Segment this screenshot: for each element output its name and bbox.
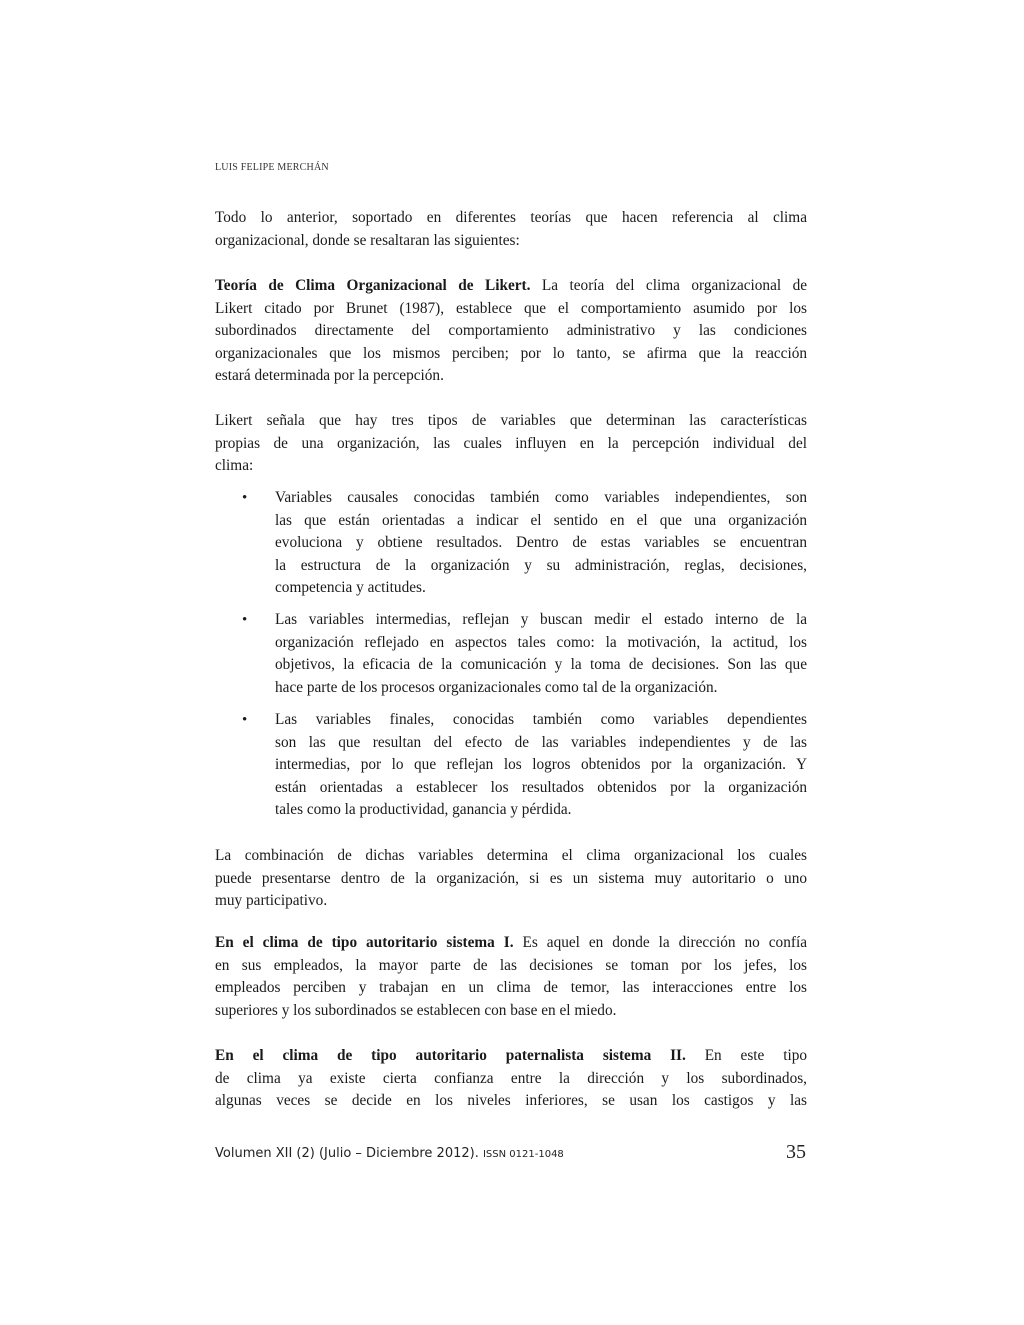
text-line: propias de una organización, las cuales influyen en la percepción individual del bbox=[215, 434, 807, 452]
paragraph bbox=[215, 845, 807, 913]
text-line bbox=[215, 275, 807, 298]
text-line: superiores y los subordinados se establecen con base en el miedo. bbox=[215, 1001, 617, 1019]
text-line: organizacional, donde se resaltaran las siguientes: bbox=[215, 231, 520, 249]
text-line: clima: bbox=[215, 457, 254, 474]
paragraph bbox=[215, 275, 807, 388]
paragraph bbox=[215, 410, 807, 478]
footer-journal: Volumen XII (2) (Julio – Diciembre 2012). bbox=[215, 1146, 479, 1161]
bullet-item bbox=[275, 609, 807, 699]
text-line: en sus empleados, la mayor parte de las decisiones se toman por los jefes, los bbox=[215, 956, 807, 974]
text-line: organizacionales que los mismos perciben; por lo tanto, se afirma que la reacción bbox=[215, 344, 807, 362]
paragraph bbox=[215, 932, 807, 1022]
text-line: puede presentarse dentro de la organización, si es un sistema muy autoritario o uno bbox=[215, 869, 807, 887]
paragraph bbox=[215, 1045, 807, 1113]
text-line: de clima ya existe cierta confianza entre la dirección y los subordinados, bbox=[215, 1069, 807, 1087]
footer-citation bbox=[215, 1146, 564, 1161]
text-line: estará determinada por la percepción. bbox=[215, 367, 444, 384]
bullet-icon: • bbox=[242, 712, 248, 728]
text-run: En este tipo bbox=[685, 1047, 808, 1064]
bullet-icon: • bbox=[242, 612, 248, 628]
running-header-author: LUIS FELIPE MERCHÁN bbox=[215, 162, 329, 173]
text-line: algunas veces se decide en los niveles inferiores, se usan los castigos y las bbox=[215, 1092, 807, 1109]
text-line: son las que resultan del efecto de las variables independientes y de las bbox=[275, 733, 807, 751]
text-run: La teoría del clima organizacional de bbox=[530, 277, 808, 294]
bold-heading: En el clima de tipo autoritario paternalista sistema II. bbox=[215, 1047, 686, 1064]
text-line: empleados perciben y trabajan en un clima de temor, las interacciones entre los bbox=[215, 979, 807, 996]
text-line: intermedias, por lo que reflejan los logros obtenidos por la organización. Y bbox=[275, 756, 807, 773]
bold-heading: En el clima de tipo autoritario sistema I. bbox=[215, 934, 514, 951]
bullet-icon: • bbox=[242, 490, 248, 506]
text-line: Likert citado por Brunet (1987), establece que el comportamiento asumido por los bbox=[215, 299, 807, 317]
text-line: Las variables finales, conocidas también como variables dependientes bbox=[275, 711, 807, 728]
text-line bbox=[215, 932, 807, 955]
text-line bbox=[215, 1045, 807, 1068]
text-line: organización reflejado en aspectos tales como: la motivación, la actitud, los bbox=[275, 633, 807, 651]
bullet-item bbox=[275, 487, 807, 600]
text-line: están orientadas a establecer los resultados obtenidos por la organización bbox=[275, 778, 807, 796]
footer-issn: ISSN 0121-1048 bbox=[482, 1149, 564, 1160]
bold-heading: Teoría de Clima Organizacional de Likert. bbox=[215, 277, 531, 294]
text-line: evoluciona y obtiene resultados. Dentro de estas variables se encuentran bbox=[275, 534, 807, 551]
text-line: objetivos, la eficacia de la comunicación y la toma de decisiones. Son las que bbox=[275, 656, 807, 673]
text-run: Es aquel en donde la dirección no confía bbox=[513, 934, 807, 951]
page-number: 35 bbox=[786, 1141, 806, 1163]
text-line: la estructura de la organización y su administración, reglas, decisiones, bbox=[275, 556, 807, 574]
text-line: hace parte de los procesos organizacionales como tal de la organización. bbox=[275, 678, 718, 696]
text-line: Likert señala que hay tres tipos de variables que determinan las características bbox=[215, 412, 807, 429]
text-line: Todo lo anterior, soportado en diferentes teorías que hacen referencia al clima bbox=[215, 209, 807, 226]
text-line: muy participativo. bbox=[215, 892, 328, 909]
paragraph bbox=[215, 207, 807, 252]
text-line: La combinación de dichas variables determina el clima organizacional los cuales bbox=[215, 847, 807, 864]
text-line: subordinados directamente del comportamiento administrativo y las condiciones bbox=[215, 322, 807, 339]
text-line: Variables causales conocidas también como variables independientes, son bbox=[275, 489, 807, 506]
text-line: tales como la productividad, ganancia y pérdida. bbox=[275, 801, 572, 818]
text-line: competencia y actitudes. bbox=[275, 579, 426, 596]
text-line: Las variables intermedias, reflejan y buscan medir el estado interno de la bbox=[275, 611, 807, 628]
text-line: las que están orientadas a indicar el sentido en el que una organización bbox=[275, 511, 807, 529]
bullet-item bbox=[275, 709, 807, 822]
